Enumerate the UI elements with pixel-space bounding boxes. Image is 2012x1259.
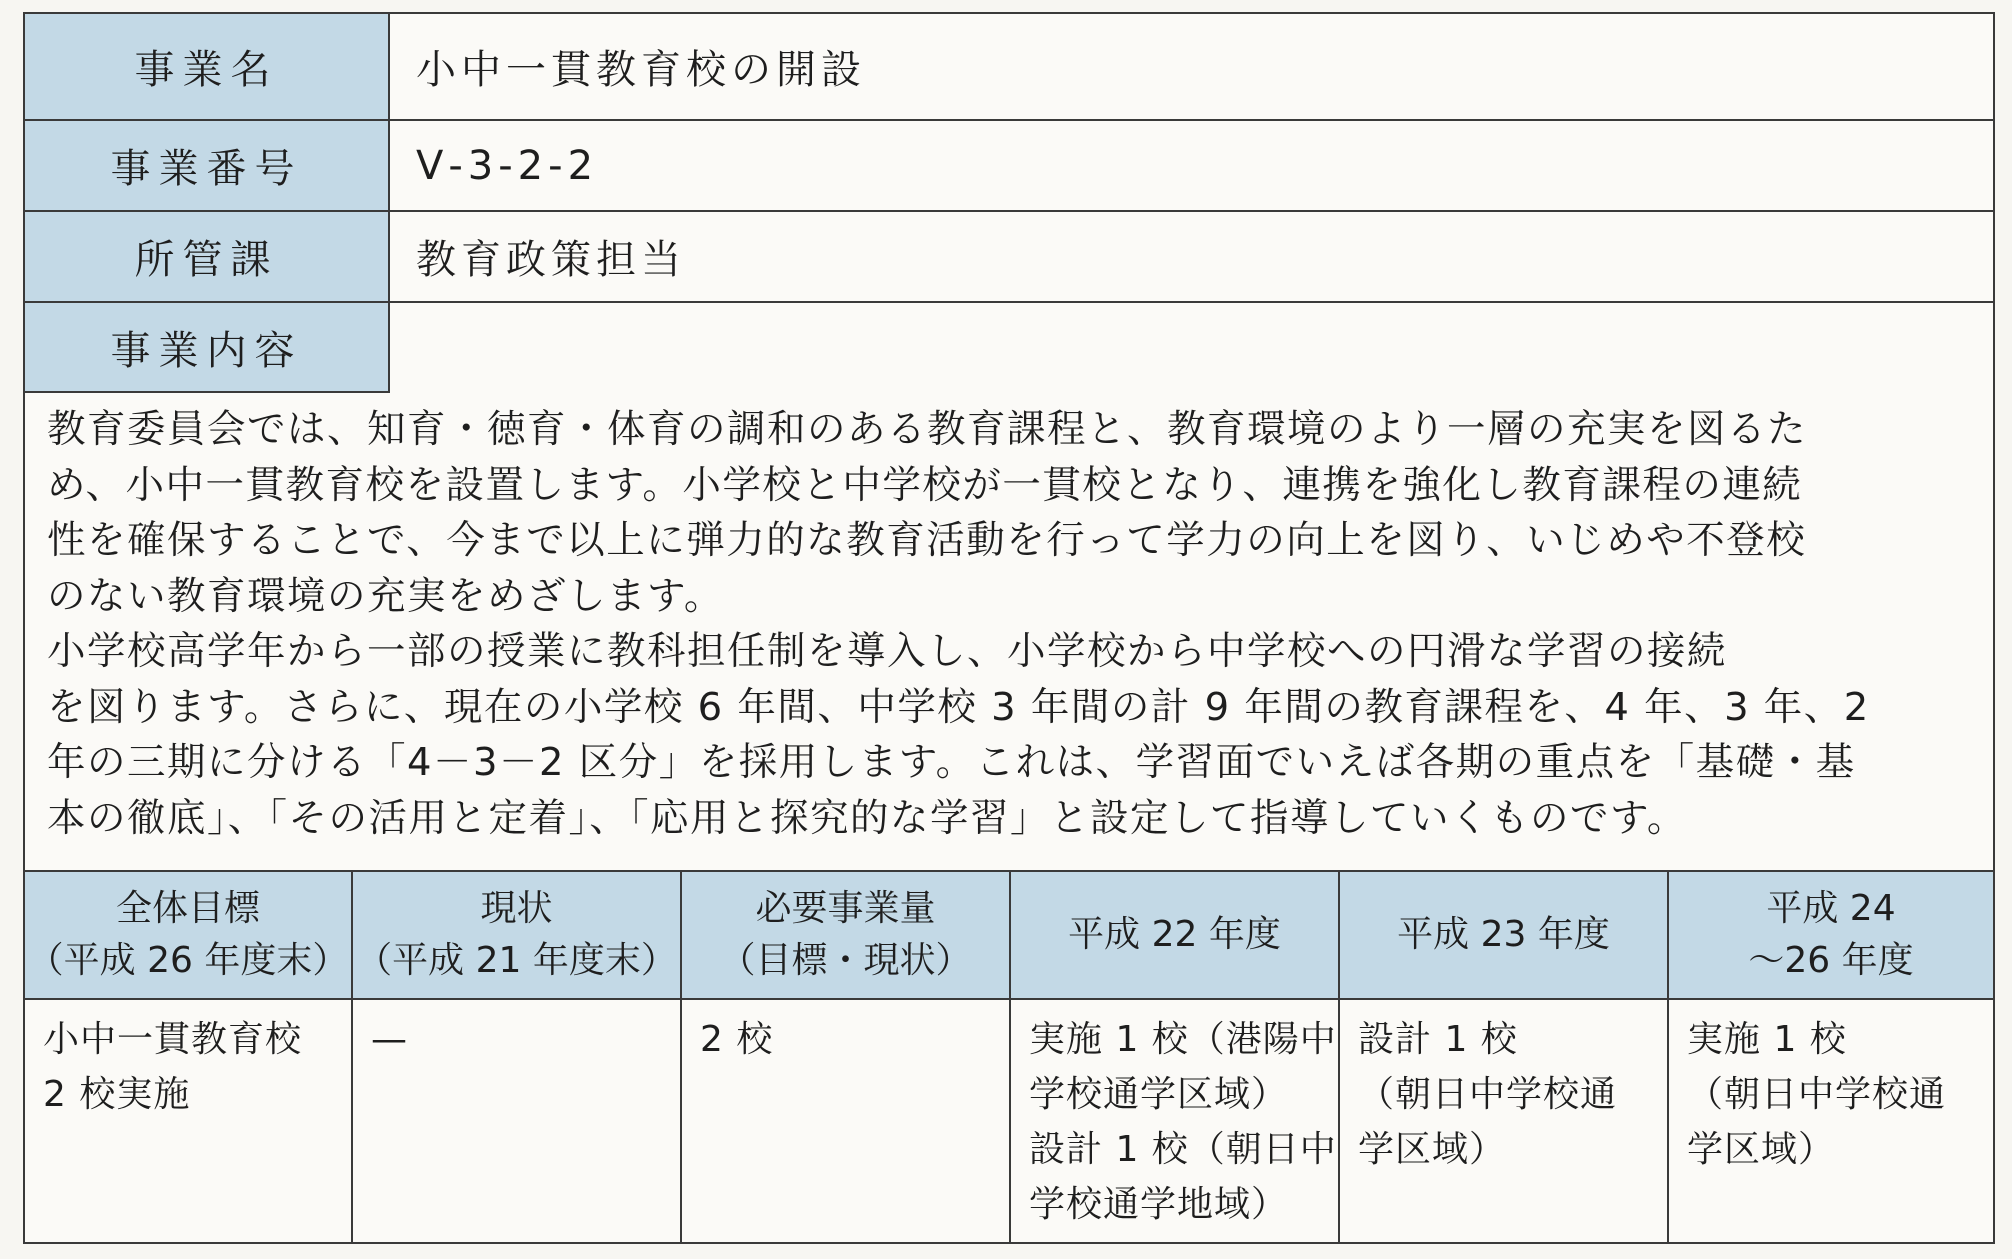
cell-line: 学校通学地域） (1029, 1184, 1289, 1225)
cell-line: 小中一貫教育校 (43, 1019, 303, 1060)
cell-line: 設計 1 校 (1358, 1019, 1518, 1060)
cell-line: 実施 1 校 (1687, 1019, 1847, 1060)
project-sheet (23, 12, 1995, 1244)
header-line: （平成 26 年度末） (27, 940, 349, 981)
description-paragraph-2 (47, 624, 1971, 846)
description-line: を図ります。さらに、現在の小学校 6 年間、中学校 3 年間の計 9 年間の教育課程を、4 年、3 年、2 (47, 684, 1870, 730)
cell-line: 学校通学区域） (1029, 1074, 1289, 1115)
project-content-label: 事業内容 (25, 303, 390, 393)
description-line: 教育委員会では、知育・徳育・体育の調和のある教育課程と、教育環境のより一層の充実を図るた (47, 407, 1808, 452)
project-name-value: 小中一貫教育校の開設 (416, 47, 866, 93)
project-name-label: 事業名 (25, 14, 390, 119)
cell-line: 設計 1 校（朝日中 (1029, 1129, 1337, 1170)
header-overall-target (25, 872, 351, 1000)
project-description (47, 402, 1971, 862)
header-fy24-26 (1669, 872, 1993, 1000)
row-project-number (25, 121, 1993, 212)
cell-line: （朝日中学校通 (1358, 1074, 1618, 1115)
header-line: ～26 年度 (1748, 940, 1914, 981)
cell-line: 2 校 (700, 1019, 774, 1060)
column-required-volume (682, 872, 1011, 1242)
description-paragraph-1 (47, 402, 1971, 624)
cell-fy22 (1011, 1000, 1338, 1242)
row-department (25, 212, 1993, 303)
department-value: 教育政策担当 (416, 237, 686, 283)
description-line: 年の三期に分ける「4－3－2 区分」を採用します。これは、学習面でいえば各期の重点を「基礎・基 (47, 740, 1856, 785)
description-line: 本の徹底」、「その活用と定着」、「応用と探究的な学習」と設定して指導していくものです。 (47, 795, 1687, 841)
header-line: 必要事業量 (755, 888, 936, 929)
cell-line: 学区域） (1358, 1129, 1507, 1170)
column-fy23 (1340, 872, 1669, 1242)
header-line: 平成 23 年度 (1397, 914, 1610, 955)
header-line: 平成 22 年度 (1068, 914, 1281, 955)
project-number-label: 事業番号 (25, 121, 390, 210)
column-fy24-26 (1669, 872, 1993, 1242)
cell-fy23 (1340, 1000, 1667, 1242)
targets-table (25, 870, 1993, 1242)
header-fy22 (1011, 872, 1338, 1000)
header-line: 平成 24 (1766, 888, 1896, 929)
description-line: のない教育環境の充実をめざします。 (47, 573, 724, 619)
department-label: 所管課 (25, 212, 390, 301)
cell-line: 学区域） (1687, 1129, 1836, 1170)
description-line: め、小中一貫教育校を設置します。小学校と中学校が一貫校となり、連携を強化し教育課程の連続 (47, 462, 1803, 508)
row-project-content (25, 303, 1993, 393)
project-number-value: Ⅴ-3-2-2 (416, 142, 599, 189)
column-current-status (353, 872, 682, 1242)
header-required-volume (682, 872, 1009, 1000)
cell-current-status (353, 1000, 680, 1242)
cell-line: （朝日中学校通 (1687, 1074, 1947, 1115)
cell-line: 実施 1 校（港陽中 (1029, 1019, 1337, 1060)
cell-line: 2 校実施 (43, 1074, 191, 1115)
header-line: （目標・現状） (719, 940, 972, 981)
cell-overall-target (25, 1000, 351, 1242)
header-fy23 (1340, 872, 1667, 1000)
row-project-name (25, 14, 1993, 121)
cell-required-volume (682, 1000, 1009, 1242)
column-fy22 (1011, 872, 1340, 1242)
column-overall-target (25, 872, 353, 1242)
description-line: 小学校高学年から一部の授業に教科担任制を導入し、小学校から中学校への円滑な学習の接続 (47, 629, 1728, 674)
header-current-status (353, 872, 680, 1000)
cell-line: — (371, 1019, 408, 1060)
description-line: 性を確保することで、今まで以上に弾力的な教育活動を行って学力の向上を図り、いじめや不登校 (47, 518, 1807, 563)
header-line: 全体目標 (115, 888, 260, 929)
header-line: （平成 21 年度末） (356, 940, 677, 981)
header-line: 現状 (480, 888, 553, 929)
cell-fy24-26 (1669, 1000, 1993, 1242)
